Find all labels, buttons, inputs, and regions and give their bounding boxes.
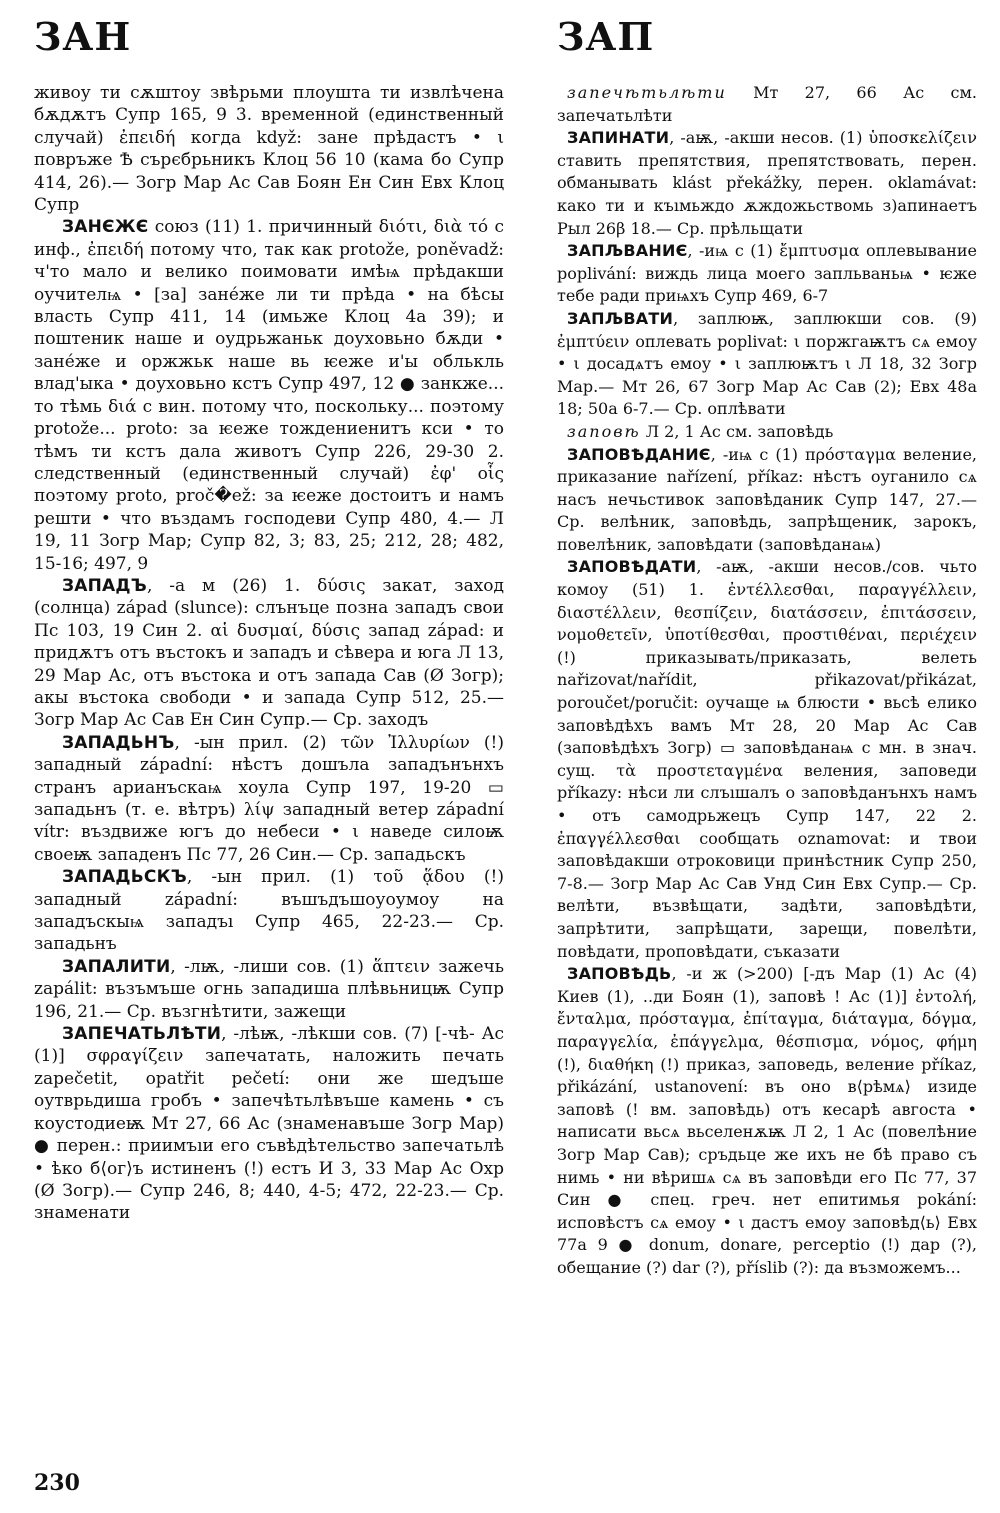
headword: ЗАПЉВАТИ (567, 308, 674, 328)
dictionary-entry (34, 866, 504, 956)
entry-body: , -а м (26) 1. δύσις закат, заход (солнца) západ (slunce): слънъце позна западъ свои Пс 103, 19 Син 2. αἱ δυσμαί, δύσις запад západ: и придѫтъ отъ въстокъ и западъ и сѣвера и юга Л 13, 29 Мар Ас, отъ въстока и отъ запада Сав (Ø Зогр); акы въстока свободи • и запада Супр 512, 25.— Зогр Мар Ас Сав Ен Син Супр.— Ср. заходъ (34, 575, 504, 731)
entry-body: , -лѣѭ, -лѣкши сов. (7) [-чѣ- Ас (1)] σφραγίζειν запечатать, наложить печать zapečetit, opatřit pečetí: они же шедъше оутврьдиша гробъ • запечѣтьлѣвъше камень • съ коустодиеѭ Мт 27, 66 Ас (знаменавъше Зогр Мар) ● перен.: приимъıи его съвѣдѣтельство запечатьлѣ • ѣко б⟨ог⟩ъ истиненъ (!) естъ И 3, 33 Мар Ас Охр (Ø Зогр).— Супр 246, 8; 440, 4-5; 472, 22-23.— Ср. знаменати (34, 1024, 504, 1224)
headword: ЗАПАЛИТИ (62, 956, 171, 977)
dictionary-entry (557, 82, 977, 127)
page-number: 230 (34, 1470, 80, 1496)
entry-body: , -ын прил. (1) τοῦ ᾅδου (!) западный západní: въшъдъшоуоумоу на западъскыѩ западъı Супр 465, 22-23.— Ср. западьнъ (34, 867, 504, 955)
entry-body: , -и ж (>200) [-дъ Мар (1) Ас (4) Киев (1), ..ди Боян (1), заповѣ ! Ас (1)] ἐντολή, ἔνταλμα, πρόσταγμα, ἐπίταγμα, διάταγμα, δόγμα, παραγγελία, ἐπάγγελμα, θέσπισμα, νόμος, φήμη (!), διαθήκη (!) приказ, заповедь, веление příkaz, přikázání, ustanovení: въ оно в⟨рѣмѧ⟩ изиде заповѣ (! вм. заповѣдь) отъ кесарѣ авгоста • написати вьсѧ вьселенѫѭ Л 2, 1 Ас (повелѣние Зогр Мар Сав); сръдьце же ихъ не бѣ право съ нимь • ни вѣришѧ сѧ въ заповѣди его Пс 77, 37 Син ● спец. греч. нет епитимья pokání: исповѣстъ сѧ емоу • ι дастъ емоу заповѣд⟨ь⟩ Евх 77а 9 ● donum, donare, perceptio (!) дар (?), обещание (?) dar (?), příslib (?): да възможемъ... (557, 964, 977, 1277)
headword: ЗАПИНАТИ (567, 128, 670, 148)
entry-body: , -ын прил. (2) τῶν Ἰλλυρίων (!) западный západní: нѣстъ дошъла западънънхъ странъ арианъскаѩ хоула Супр 197, 19-20 ▭ западьнъ (т. е. вѣтръ) λίψ западный ветер západní vítr: въздвиже югъ до небеси • ι наведе силоѭ своеѭ западенъ Пс 77, 26 Син.— Ср. западьскъ (34, 732, 504, 865)
dictionary-entry (557, 240, 977, 308)
entry-body: , заплюѭ, заплюкши сов. (9) ἐμπτύειν оплевать poplivat: ι поржгаѭтъ сѧ емоу • ι досадѧтъ емоу • ι заплюѭтъ ι Л 18, 32 Зогр Мар.— Мт 26, 67 Зогр Мар Ас Сав (2); Евх 48а 18; 50а 6-7.— Ср. оплѣвати (557, 308, 977, 419)
dictionary-entry (34, 575, 504, 732)
headword: ЗАПОВѢДЬ (567, 964, 672, 984)
headword: ЗАПОВѢДАТИ (567, 557, 697, 577)
headword: ЗАПОВѢДАНИЄ (567, 444, 711, 464)
dictionary-entry (557, 963, 977, 1279)
headword: ЗАПАДЪ (62, 575, 147, 596)
dictionary-entry (557, 556, 977, 963)
entry-body: , -аѭ, -акши несов. (1) ὑποσκελίζειν ставить препятствия, препятствовать, перен. обманывать klást překážky, перен. oklamávat: како ти и къıмьждо ѫждожьствомь з)апинаетъ Рыл 26β 18.— Ср. прѣльщати (557, 128, 977, 238)
dictionary-entry (557, 444, 977, 557)
variant-form: запечѣтьлѣти (567, 83, 727, 102)
entry-body: живоу ти сѫштоу звѣрьми плоушта ти извлѣчена бѫдѫтъ Супр 165, 9 3. временной (единственный случай) ἐπειδή когда když: зане прѣдастъ • ι повръже Ѣ сърєбрьникъ Клоц 56 10 (кама бо Супр 414, 26).— Зогр Мар Ас Сав Боян Ен Син Евх Клоц Супр (34, 83, 504, 216)
dictionary-entry (557, 127, 977, 240)
running-head-right: ЗАП (557, 14, 655, 59)
running-head-left: ЗАН (34, 14, 132, 59)
dictionary-entry (34, 732, 504, 866)
entry-body: , -иѩ с (1) πρόσταγμα веление, приказание nařízení, příkaz: нѣстъ оуганило сѧ насъ нечьстивок заповѣданик Супр 147, 27.— Ср. велѣник, заповѣдь, запрѣщеник, зарокъ, повелѣник, заповѣдати (заповѣданаѩ) (557, 444, 977, 554)
headword: ЗАПАДЬСКЪ (62, 867, 187, 888)
entry-body: союз (11) 1. причинный διότι, διὰ τό с инф., ἐπειδή потому что, так как protože, poněvadž: ч'то мало и велико поимовати имѣѩ прѣдакши оучителѩ • [за] зане́же ли ти прѣда • на бѣсы власть Супр 411, 14 (имьже Клоц 4а 39); и поштеник наше и оудрьжаньк доуховьно бѫди • зане́же и оржжьк наше вь ѥеже и'ы облькль влад'ыка • доуховьно кстъ Супр 497, 12 ● занкже... то тѣмь διά с вин. потому что, поскольку... поэтому protože... proto: за ѥеже тождениенитъ кси • то тѣмъ ти кстъ дала животъ Супр 226, 29-30 2. следственный (единственный случай) ἐφ' οἷς поэтому proto, proč�ež: за ѥеже достоитъ и намъ решти • что въздамъ господеви Супр 480, 4.— Л 19, 11 Зогр Мар; Супр 82, 3; 83, 25; 212, 28; 482, 15-16; 497, 9 (34, 217, 504, 574)
entry-body: , -иѩ с (1) ἔμπτυσμα оплевывание poplivání: виждь лица моего запльваньѩ • ѥже тебе ради приѩхъ Супр 469, 6-7 (557, 241, 977, 306)
right-column (557, 82, 977, 1462)
entry-body: Л 2, 1 Ас см. заповѣдь (640, 421, 834, 441)
entry-body: , -аѭ, -акши несов./сов. чьто комоу (51) 1. ἐντέλλεσθαι, παραγγέλλειν, διαστέλλειν, θεσπίζειν, διατάσσειν, ἐπιτάσσειν, νομοθετεῖν, ὑποτίθεσθαι, προστιθέναι, περιέχειν (!) приказывать/приказать, велеть nařizovat/nařídit, přikazovat/přikázat, poroučet/poručit: оучаще ѩ блюсти • вьсѣ елико заповѣдѣхъ вамъ Мт 28, 20 Мар Ас Сав (заповѣдѣхъ Зогр) ▭ заповѣданаѩ с мн. в знач. сущ. τὰ προστεταγμένα веления, заповеди příkazy: нѣси ли слъıшалъ о заповѣданънхъ намъ • отъ самодрьжецъ Супр 147, 22 2. ἐπαγγέλλεσθαι сообщать oznamovat: и твои заповѣдакши отроковици принѣстник Супр 250, 7-8.— Зогр Мар Ас Сав Унд Син Евх Супр.— Ср. велѣти, възвѣщати, задѣти, заповѣдѣти, запрѣтити, запрѣщати, зарещи, повелѣти, повѣдати, проповѣдати, съказати (557, 557, 977, 961)
dictionary-entry (557, 308, 977, 421)
dictionary-entry (34, 1023, 504, 1225)
variant-form: заповѣ (567, 421, 641, 441)
dictionary-entry (34, 82, 504, 216)
dictionary-entry (557, 421, 977, 444)
headword: ЗАПЕЧАТЬЛѢТИ (62, 1024, 222, 1045)
headword: ЗАПЉВАНИЄ (567, 241, 688, 261)
headword: ЗАПАДЬНЪ (62, 732, 175, 753)
dictionary-entry (34, 956, 504, 1023)
entry-body: Мт 27, 66 Ас см. запечатьлѣти (557, 83, 977, 125)
entry-body: , -лѭ, -лиши сов. (1) ἅπτειν зажечь zapálit: възъмъше огнь западиша плѣвьницѭ Супр 196, 21.— Ср. възгнѣтити, зажещи (34, 956, 504, 1022)
dictionary-entry (34, 216, 504, 575)
left-column (34, 82, 504, 1462)
headword: ЗАНЄЖЄ (62, 217, 149, 238)
